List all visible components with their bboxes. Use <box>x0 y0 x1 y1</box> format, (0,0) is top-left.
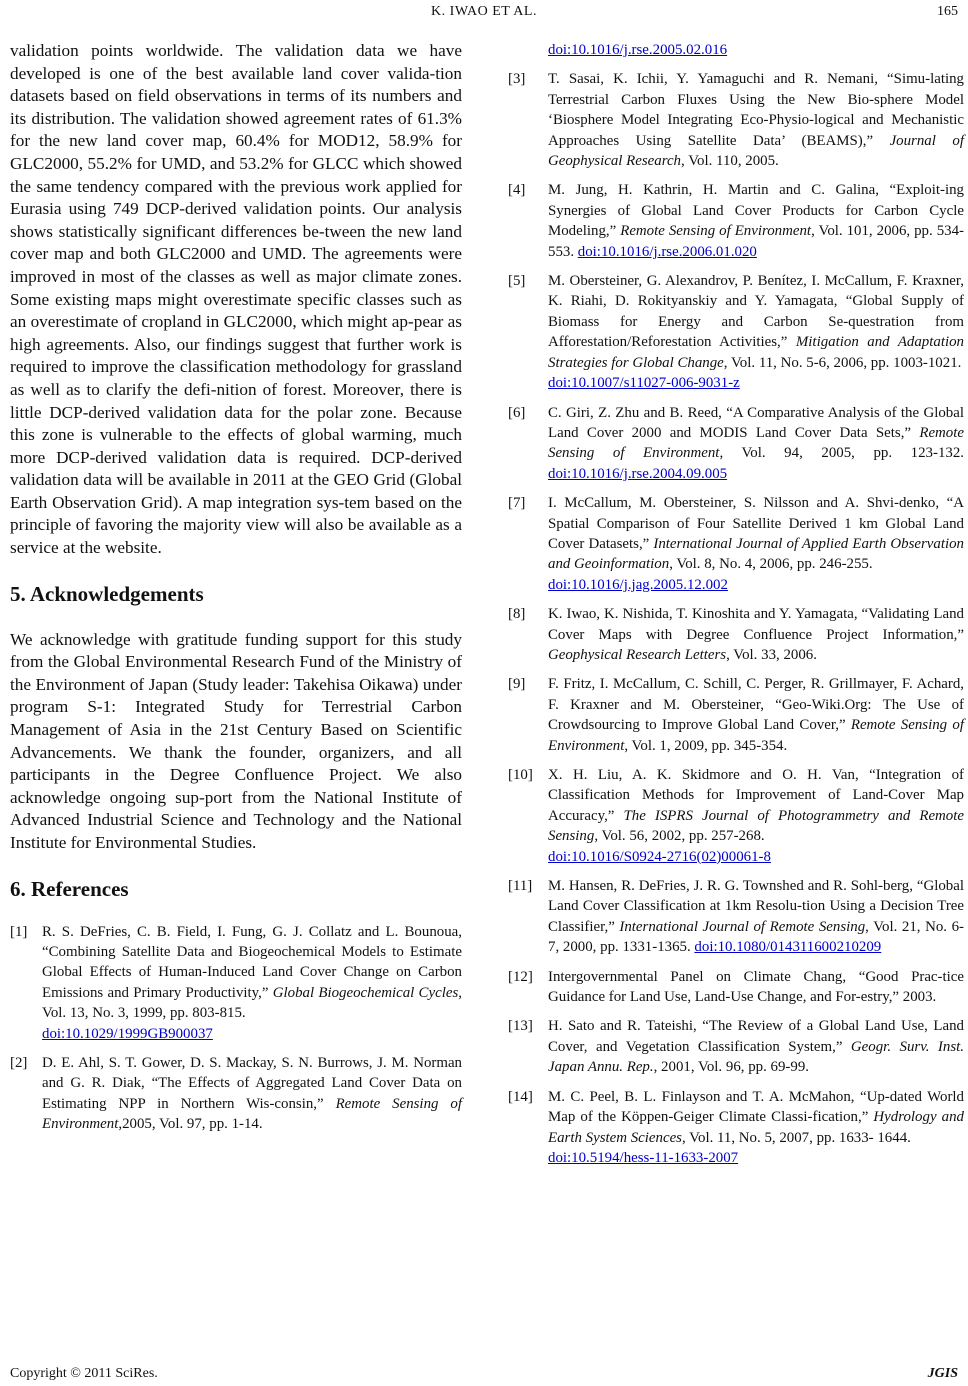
journal-abbreviation: JGIS <box>927 1366 958 1381</box>
doi-link[interactable]: doi:10.1029/1999GB900037 <box>42 1025 213 1042</box>
reference-details: , Vol. 21, No. 6-7, 2000, pp. 1331-1365. <box>548 918 965 956</box>
reference-journal: Hydrology and Earth System Sciences <box>548 1109 964 1146</box>
reference-authors-title: H. Sato and R. Tateishi, “The Review of a Global Land Use, Land Cover, and Vegetation Classification System,” <box>548 1018 964 1055</box>
doi-link[interactable]: doi:10.1080/014311600210209 <box>694 939 882 956</box>
reference-details: , Vol. 94, 2005, pp. 123-132. <box>719 445 965 462</box>
reference-number: [14] <box>508 1088 533 1105</box>
doi-link[interactable]: doi:10.5194/hess-11-1633-2007 <box>548 1149 739 1166</box>
reference-authors-title: C. Giri, Z. Zhu and B. Reed, “A Comparative Analysis of the Global Land Cover 2000 and MODIS Land Cover Data Sets,” <box>548 404 964 441</box>
copyright-notice: Copyright © 2011 SciRes. <box>10 1366 158 1381</box>
reference-number: [1] <box>10 923 28 940</box>
reference-authors-title: X. H. Liu, A. K. Skidmore and O. H. Van, “Integration of Classification Methods for Improvement of Land-Cover Map Accuracy,” <box>548 767 964 824</box>
reference-item <box>508 604 964 665</box>
reference-number: [7] <box>508 495 526 512</box>
reference-journal: Remote Sensing of Environment <box>548 717 964 754</box>
reference-item <box>10 1053 462 1135</box>
reference-details: , 2001, Vol. 96, pp. 69-99. <box>653 1059 810 1076</box>
reference-journal: Remote Sensing of Environment <box>620 223 812 240</box>
reference-item <box>508 674 964 756</box>
reference-number: [4] <box>508 182 526 199</box>
references-heading: 6. References <box>10 876 129 901</box>
reference-details: , Vol. 8, No. 4, 2006, pp. 246-255. <box>669 556 873 573</box>
reference-details: , Vol. 11, No. 5-6, 2006, pp. 1003-1021. <box>723 354 962 371</box>
reference-item <box>508 765 964 867</box>
reference-item <box>508 876 964 958</box>
reference-item <box>10 922 462 1044</box>
reference-number: [11] <box>508 878 533 895</box>
reference-item <box>508 271 964 393</box>
reference-number: [10] <box>508 767 533 783</box>
reference-details: , Vol. 56, 2002, pp. 257-268. <box>594 828 765 845</box>
reference-number: [8] <box>508 606 526 623</box>
reference-item <box>508 403 964 485</box>
reference-authors-title: R. S. DeFries, C. B. Field, I. Fung, G. J. Collatz and L. Bounoua, “Combining Satellite Data and Biogeochemical Models to Estimate Global Effects of Human-Induced Land Cover Change on Carbon Emissions and Primary Productivity,” <box>42 923 462 1001</box>
reference-number: [5] <box>508 273 526 290</box>
reference-details: , Vol. 33, 2006. <box>726 646 817 663</box>
reference-details: , Vol. 13, No. 3, 1999, pp. 803-815. <box>42 984 462 1022</box>
reference-item <box>508 69 964 171</box>
running-head-authors: K. IWAO ET AL. <box>431 4 537 19</box>
conclusion-paragraph: validation points worldwide. The validation data we have developed is one of the best available land cover valida-tion datasets based on field observations in terms of its numbers and its distribution. The validation showed agreement rates of 61.3% for the new land cover map, 60.4% for MOD12, 58.9% for GLC2000, 55.2% for UMD, and 53.2% for GLCC which showed the same tendency compared with the previous work applied for Eurasia using 749 DCP-derived validation points. Our analysis shows statistically significant differences be-tween the new land cover map and both GLC2000 and UMD. The agreements were improved in most of the classes as well as major climate zones. Some existing maps might overestimate specific classes such as an overestimate of cropland in GLC2000, which might ap-pear as high agreements. Also, our findings suggest that further work is required to improve the classification methodology for grassland as well as to clarify the defi-nition of forest. Moreover, there is little DCP-derived validation data for the polar zone. Because this zone is vulnerable to the effects of global warming, much more DCP-derived validation data is required. DCP-derived validation data will be available in 2011 at the GEO Grid (Global Earth Observation Grid). A map integration sys-tem based on the principle of favoring the majority view will also be available as a service at the website. <box>10 41 462 558</box>
reference-item <box>508 967 964 1008</box>
reference-authors-title: K. Iwao, K. Nishida, T. Kinoshita and Y. Yamagata, “Validating Land Cover Maps with Degree Confluence Project Information,” <box>548 606 964 643</box>
reference-details: , Vol. 11, No. 5, 2007, pp. 1633- 1644. <box>681 1129 911 1146</box>
doi-link[interactable]: doi:10.1016/j.rse.2005.02.016 <box>548 42 728 58</box>
page-number: 165 <box>937 4 958 19</box>
left-column <box>10 40 462 1144</box>
reference-number: [3] <box>508 71 526 88</box>
reference-item <box>508 180 964 262</box>
reference-details: , Vol. 1, 2009, pp. 345-354. <box>624 737 788 754</box>
reference-journal: International Journal of Applied Earth Observation and Geoinformation <box>548 535 964 573</box>
reference-authors-title: Intergovernmental Panel on Climate Chang, “Good Prac-tice Guidance for Land Use, Land-Use Change, and For-estry,” 2003. <box>548 968 964 1006</box>
reference-authors-title: M. C. Peel, B. L. Finlayson and T. A. McMahon, “Up-dated World Map of the Köppen-Geiger Climate Classi-fication,” <box>548 1088 964 1126</box>
doi-link[interactable]: doi:10.1016/j.jag.2005.12.002 <box>548 576 728 593</box>
reference-item <box>508 40 964 60</box>
reference-item <box>508 1087 964 1169</box>
reference-journal: The ISPRS Journal of Photogrammetry and Remote Sensing <box>548 807 964 845</box>
reference-number: [13] <box>508 1018 533 1035</box>
reference-authors-title: M. Jung, H. Kathrin, H. Martin and C. Galina, “Exploit-ing Synergies of Global Land Cover Products for Carbon Cycle Modeling,” <box>548 182 964 240</box>
doi-link[interactable]: doi:10.1016/j.rse.2004.09.005 <box>548 465 728 482</box>
right-column <box>508 40 964 1177</box>
doi-link[interactable]: doi:10.1016/S0924-2716(02)00061-8 <box>548 848 771 865</box>
reference-journal: Journal of Geophysical Research <box>548 132 964 170</box>
reference-authors-title: I. McCallum, M. Obersteiner, S. Nilsson and A. Shvi-denko, “A Spatial Comparison of Four Satellite Derived 1 km Global Land Cover Datasets,” <box>548 495 964 552</box>
doi-link[interactable]: doi:10.1016/j.rse.2006.01.020 <box>577 243 757 260</box>
reference-authors-title: F. Fritz, I. McCallum, C. Schill, C. Perger, R. Grillmayer, F. Achard, F. Kraxner and M. Obersteiner, “Geo-Wiki.Org: The Use of Crowdsourcing to Improve Global Land Cover,” <box>548 676 964 734</box>
doi-link[interactable]: doi:10.1007/s11027-006-9031-z <box>548 375 740 392</box>
reference-journal: Remote Sensing of Environment <box>548 424 964 462</box>
reference-journal: Mitigation and Adaptation Strategies for Global Change <box>548 334 964 371</box>
acknowledgements-text: We acknowledge with gratitude funding support for this study from the Global Environmental Research Fund of the Ministry of the Environment of Japan (Study leader: Takehisa Oikawa) under program S-1: Integrated Study for Terrestrial Carbon Management of Asia in the 21st Century Based on Scientific Advancements. We thank the founder, organizers, and all participants in the Degree Confluence Project. We also acknowledge ongoing sup-port from the National Institute of Advanced Industrial Science and Technology and the National Institute for Environmental Studies. <box>10 629 462 852</box>
reference-details: , Vol. 110, 2005. <box>681 153 779 170</box>
reference-journal: Remote Sensing of Environment <box>42 1095 462 1133</box>
reference-authors-title: D. E. Ahl, S. T. Gower, D. S. Mackay, S. N. Burrows, J. M. Norman and G. R. Diak, “The Effects of Aggregated Land Cover Data on Estimating NPP in Northern Wis-consin,” <box>42 1055 462 1112</box>
reference-journal: Geogr. Surv. Inst. Japan Annu. Rep. <box>548 1038 964 1076</box>
reference-journal: International Journal of Remote Sensing <box>619 918 866 935</box>
reference-authors-title: M. Obersteiner, G. Alexandrov, P. Benítez, I. McCallum, F. Kraxner, K. Riahi, D. Rokityanskiy and Y. Yamagata, “Global Supply of Biomass for Energy and Carbon Se-questration from Afforestation/Reforestation Activities,” <box>548 273 964 351</box>
reference-details: ,2005, Vol. 97, pp. 1-14. <box>118 1116 263 1133</box>
reference-journal: Global Biogeochemical Cycles <box>272 984 459 1001</box>
reference-authors-title: T. Sasai, K. Ichii, Y. Yamaguchi and R. Nemani, “Simu-lating Terrestrial Carbon Fluxes Using the New Bio-sphere Model ‘Biosphere Model Integrating Eco-Physio-logical and Mechanistic Approaches Using Satellite Data’ (BEAMS),” <box>548 71 964 149</box>
reference-details: , Vol. 101, 2006, pp. 534-553. <box>548 223 964 260</box>
acknowledgements-heading: 5. Acknowledgements <box>10 581 204 606</box>
reference-item <box>508 493 964 595</box>
reference-list-left <box>10 922 462 1135</box>
reference-item <box>508 1016 964 1077</box>
reference-number: [6] <box>508 404 526 421</box>
reference-number: [9] <box>508 676 526 693</box>
reference-authors-title: M. Hansen, R. DeFries, J. R. G. Townshed and R. Sohl-berg, “Global Land Cover Classification at 1km Resolu-tion Using a Decision Tree Classifier,” <box>548 878 964 935</box>
reference-number: [2] <box>10 1055 28 1072</box>
reference-list-right <box>508 40 964 1168</box>
reference-journal: Geophysical Research Letters <box>548 646 727 663</box>
running-header <box>0 4 968 24</box>
reference-number: [12] <box>508 968 533 985</box>
